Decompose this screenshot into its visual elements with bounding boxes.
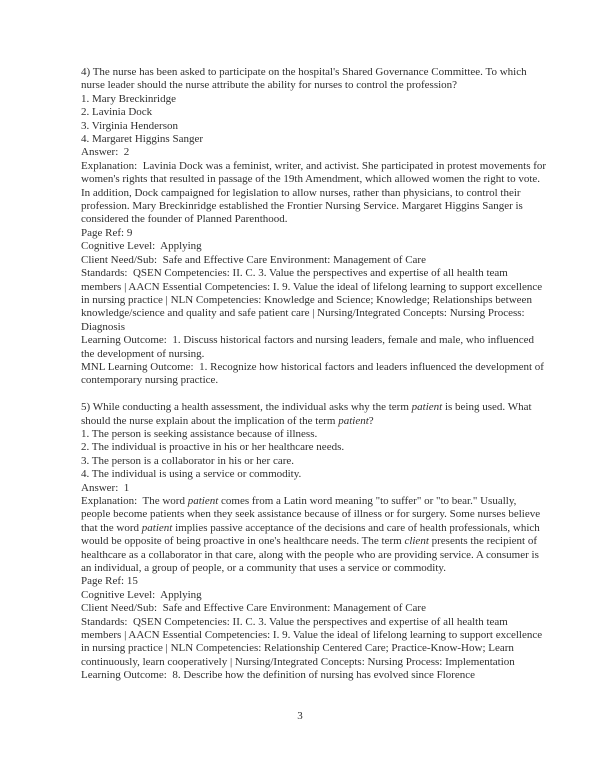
q4-explanation <box>81 160 548 227</box>
italic-text: patient <box>187 494 219 507</box>
q5-option-2 <box>81 441 548 454</box>
q5-client-need <box>81 602 548 615</box>
q5-answer <box>81 482 548 495</box>
text-run: Explanation: The word <box>81 494 188 507</box>
italic-text: client <box>404 535 429 548</box>
text-run: 3. The person is a collaborator in his or her care. <box>81 454 295 467</box>
text-run: Page Ref: 15 <box>81 575 138 588</box>
q4-mnl-learning-outcome <box>81 361 548 388</box>
q5-option-3 <box>81 455 548 468</box>
q4-page-ref <box>81 227 548 240</box>
q4-answer <box>81 146 548 159</box>
text-run: 3. Virginia Henderson <box>81 119 179 132</box>
text-run: Client Need/Sub: Safe and Effective Care Environment: Management of Care <box>81 253 426 266</box>
italic-text: patient <box>338 414 369 427</box>
q5-explanation <box>81 495 548 575</box>
q5-cognitive-level <box>81 589 548 602</box>
text-run: 2. Lavinia Dock <box>81 106 153 119</box>
q4-option-3 <box>81 120 548 133</box>
text-run: 5) While conducting a health assessment, the individual asks why the term <box>81 401 412 414</box>
text-run: ? <box>368 414 374 427</box>
text-run: Learning Outcome: 1. Discuss historical factors and nursing leaders, female and male, who influenced the development of nursing. <box>81 334 537 360</box>
text-run: 2. The individual is proactive in his or her healthcare needs. <box>81 441 345 454</box>
italic-text: patient <box>411 401 443 414</box>
text-run: Cognitive Level: Applying <box>81 588 202 601</box>
text-run: Learning Outcome: 8. Describe how the definition of nursing has evolved since Florence <box>81 669 476 682</box>
question-4-stem <box>81 66 548 93</box>
q4-option-1 <box>81 93 548 106</box>
text-run: Answer: 2 <box>81 146 130 159</box>
text-run: comes from a Latin word meaning "to suffer" or "to bear." Usually, people become patients when they seek assistance because of illness or for surgery. Some nurses believe that the word <box>81 494 543 534</box>
q4-option-2 <box>81 106 548 119</box>
q5-option-1 <box>81 428 548 441</box>
q4-client-need <box>81 254 548 267</box>
q5-page-ref <box>81 575 548 588</box>
q5-standards <box>81 616 548 670</box>
text-run: Explanation: Lavinia Dock was a feminist, writer, and activist. She participated in protest movements for women's rights that resulted in passage of the 19th Amendment, which allowed women the right to vote. In addition, Dock campaigned for legislation to allow nurses, rather than physicians, to control their profession. Mary Breckinridge established the Frontier Nursing Service. Margaret Higgins Sanger is considered the founder of Planned Parenthood. <box>81 159 549 226</box>
text-run: 4) The nurse has been asked to participate on the hospital's Shared Governance Committee. To which nurse leader should the nurse attribute the ability for nurses to control the profession? <box>81 66 530 92</box>
q4-standards <box>81 267 548 334</box>
text-run: implies passive acceptance of the decisions and care of health professionals, which would be opposite of being proactive in one's healthcare needs. The term <box>81 521 543 548</box>
text-run: presents the recipient of healthcare as a collaborator in that care, along with the people who are providing service. A consumer is an individual, a group of people, or a community that uses a service or commodity. <box>81 535 542 575</box>
text-run: 4. Margaret Higgins Sanger <box>81 133 203 146</box>
text-run: Page Ref: 9 <box>81 226 133 239</box>
q4-learning-outcome <box>81 334 548 361</box>
q4-cognitive-level <box>81 240 548 253</box>
text-run: Cognitive Level: Applying <box>81 240 202 253</box>
text-run: is being used. What should the nurse explain about the implication of the term <box>81 401 535 427</box>
page-number: 3 <box>297 710 303 722</box>
document-text <box>81 66 548 683</box>
q4-option-4 <box>81 133 548 146</box>
text-run: Answer: 1 <box>81 481 130 494</box>
question-5-stem <box>81 401 548 428</box>
text-run: Standards: QSEN Competencies: II. C. 3. Value the perspectives and expertise of all health team members | AACN Essential Competencies: I. 9. Value the ideal of lifelong learning to support excellence in nursing practice | NLN Competencies: Knowledge and Science; Knowledge; Relationships between knowledge/science and quality and safe patient care | Nursing/Integrated Concepts: Nursing Process: Diagnosis <box>81 267 545 333</box>
text-run: 4. The individual is using a service or commodity. <box>81 468 302 481</box>
text-run: Standards: QSEN Competencies: II. C. 3. Value the perspectives and expertise of all health team members | AACN Essential Competencies: I. 9. Value the ideal of lifelong learning to support excellence in nursing practice | NLN Competencies: Relationship Centered Care; Practice-Know-How; Learn continuously, learn cooperatively | Nursing/Integrated Concepts: Nursing Process: Implementation <box>81 615 545 668</box>
text-run: 1. Mary Breckinridge <box>81 92 176 105</box>
italic-text: patient <box>141 521 173 534</box>
q5-option-4 <box>81 468 548 481</box>
text-run: Client Need/Sub: Safe and Effective Care Environment: Management of Care <box>81 602 426 615</box>
blank-line <box>81 388 548 401</box>
text-run: 1. The person is seeking assistance because of illness. <box>81 427 318 440</box>
text-run: MNL Learning Outcome: 1. Recognize how historical factors and leaders influenced the development of contemporary nursing practice. <box>81 360 547 387</box>
q5-learning-outcome <box>81 669 548 682</box>
